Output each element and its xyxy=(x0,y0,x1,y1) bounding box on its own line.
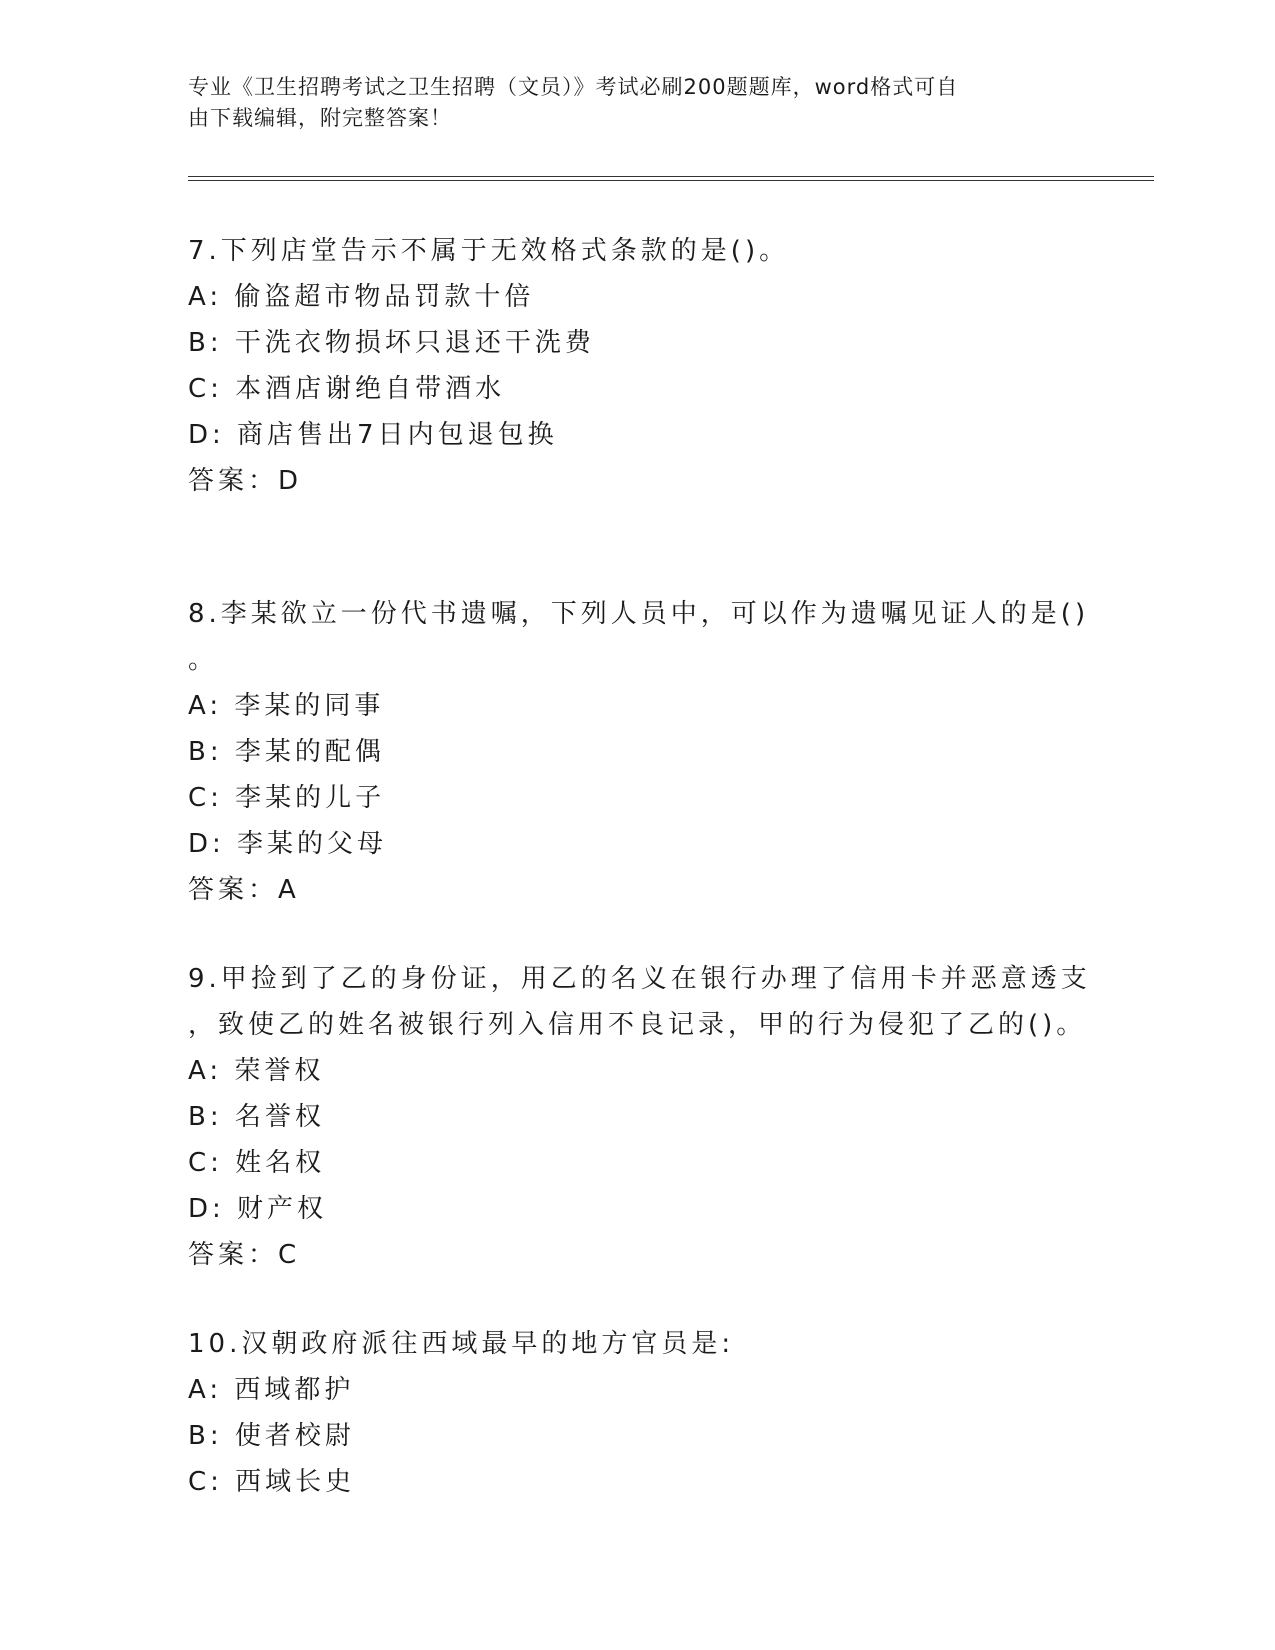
option-c: C: 姓名权 xyxy=(188,1148,326,1178)
option-d: D: 财产权 xyxy=(188,1194,328,1224)
question-stem-line-2: ，致使乙的姓名被银行列入信用不良记录，甲的行为侵犯了乙的()。 xyxy=(188,1010,1087,1040)
question-9 xyxy=(188,956,1091,1278)
question-stem-line-2: 。 xyxy=(188,645,219,675)
question-8 xyxy=(188,591,1089,913)
document-page xyxy=(188,72,1148,1497)
document-header xyxy=(188,72,1148,181)
option-a: A: 西域都护 xyxy=(188,1375,355,1405)
question-stem-line-1: 9.甲捡到了乙的身份证，用乙的名义在银行办理了信用卡并恶意透支 xyxy=(188,964,1091,994)
option-c: C: 李某的儿子 xyxy=(188,783,386,813)
header-line-1: 专业《卫生招聘考试之卫生招聘（文员）》考试必刷200题题库，word格式可自 xyxy=(188,75,959,99)
header-divider xyxy=(188,176,1154,181)
question-stem: 7.下列店堂告示不属于无效格式条款的是()。 xyxy=(188,236,790,266)
option-c: C: 西域长史 xyxy=(188,1467,356,1497)
option-d: D: 李某的父母 xyxy=(188,829,388,859)
question-7 xyxy=(188,228,1068,504)
option-d: D: 商店售出7日内包退包换 xyxy=(188,420,558,450)
option-b: B: 干洗衣物损坏只退还干洗费 xyxy=(188,328,595,358)
answer: 答案：A xyxy=(188,875,300,905)
question-stem: 10.汉朝政府派往西域最早的地方官员是: xyxy=(188,1329,735,1359)
option-a: A: 李某的同事 xyxy=(188,691,385,721)
option-a: A: 偷盗超市物品罚款十倍 xyxy=(188,282,535,312)
answer: 答案：D xyxy=(188,466,303,496)
option-a: A: 荣誉权 xyxy=(188,1056,325,1086)
answer: 答案：C xyxy=(188,1240,301,1270)
header-text xyxy=(188,72,1068,134)
option-b: B: 使者校尉 xyxy=(188,1421,355,1451)
question-10 xyxy=(188,1321,1068,1505)
option-b: B: 李某的配偶 xyxy=(188,737,385,767)
question-stem-line-1: 8.李某欲立一份代书遗嘱，下列人员中，可以作为遗嘱见证人的是() xyxy=(188,599,1090,629)
header-line-2: 由下载编辑，附完整答案！ xyxy=(188,106,452,130)
option-b: B: 名誉权 xyxy=(188,1102,325,1132)
option-c: C: 本酒店谢绝自带酒水 xyxy=(188,374,506,404)
